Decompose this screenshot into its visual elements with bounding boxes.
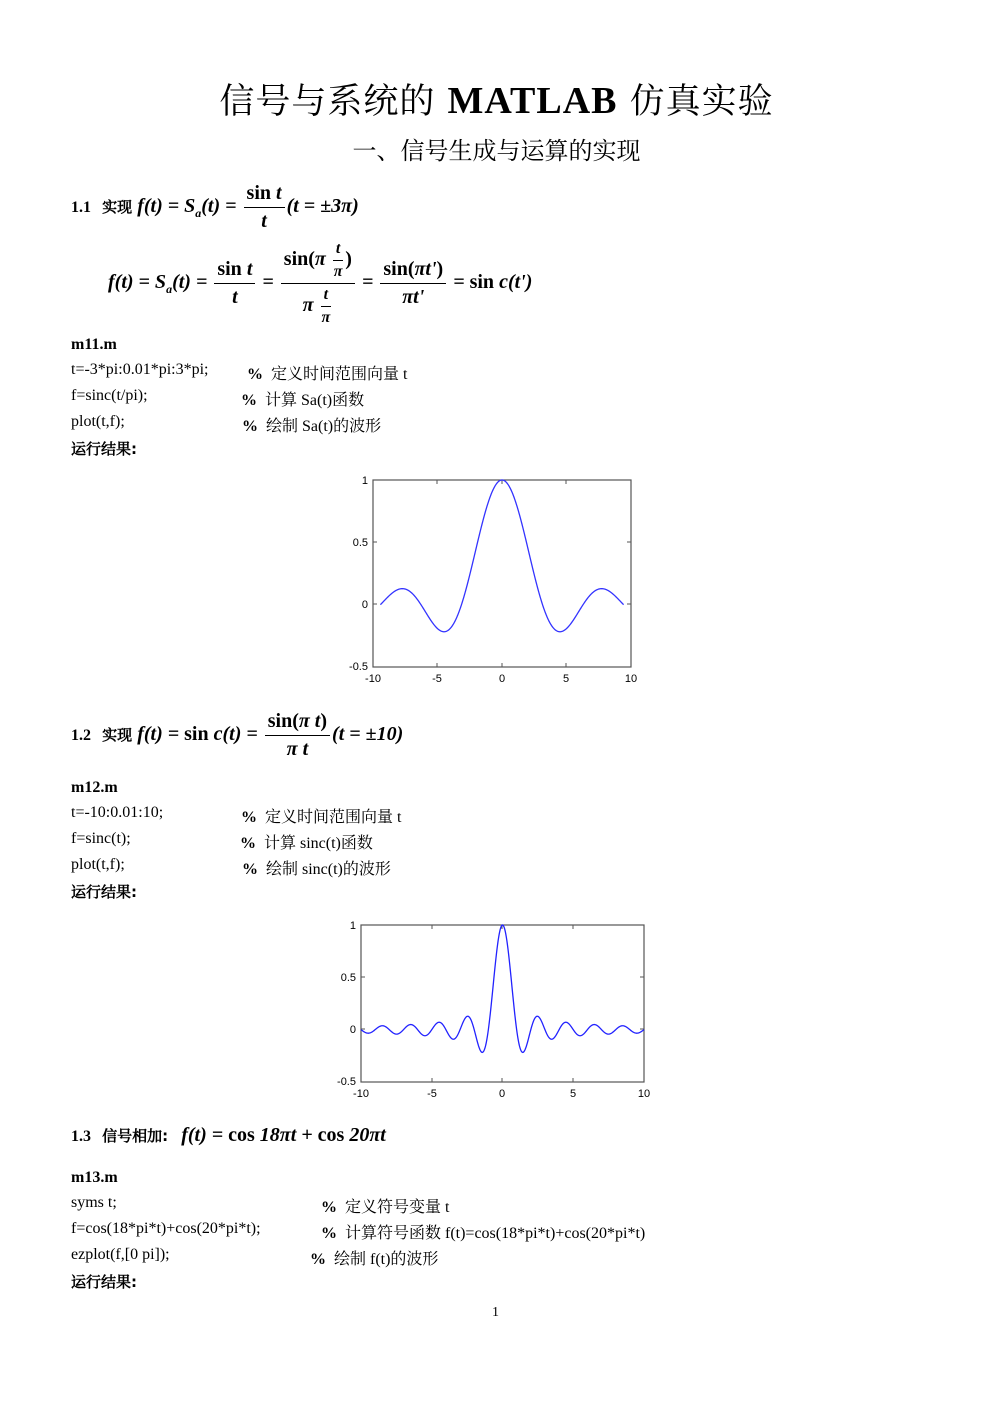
- svg-text:0.5: 0.5: [352, 537, 368, 549]
- svg-text:5: 5: [569, 1088, 577, 1100]
- formula-derivation: $f(t) = S_a(t)$ = $\frac{\text{sin t}}{t}$ = sin(π $\frac{t}{\pi}$ ) π $\frac{t}{\pi}$ = $\frac{\sin(\pi t')}{\pi t'}$ = sin c(t'): [108, 240, 533, 326]
- filename-m11: m11.m: [71, 336, 117, 353]
- svg-text:1: 1: [349, 920, 356, 932]
- chapter-heading: 一、信号生成与运算的实现: [352, 137, 641, 165]
- result-label: 运行结果:: [71, 1273, 137, 1291]
- code-line: ezplot(f,[0 pi]);: [71, 1246, 170, 1263]
- svg-text:0.5: 0.5: [340, 972, 356, 984]
- svg-text:5: 5: [562, 673, 570, 685]
- svg-text:10: 10: [637, 1088, 651, 1100]
- result-label: 运行结果:: [71, 440, 137, 458]
- code-comment: % 定义时间范围向量 t: [247, 366, 408, 383]
- section-1-2-heading: 1.2 实现 f(t) = sin c(t) = $\frac{\text{sin(π t)}}{\text{π t}}$ (t = ±10): [71, 710, 404, 760]
- code-comment: % 计算 sinc(t)函数: [240, 835, 373, 852]
- code-comment: % 绘制 sinc(t)的波形: [242, 861, 391, 878]
- code-comment: % 计算符号函数 f(t)=cos(18*pi*t)+cos(20*pi*t): [321, 1225, 646, 1242]
- svg-text:0: 0: [361, 599, 368, 611]
- code-line: f=sinc(t);: [71, 830, 131, 847]
- code-line: plot(t,f);: [71, 856, 125, 873]
- code-comment: % 绘制 f(t)的波形: [310, 1251, 439, 1268]
- code-comment: % 计算 Sa(t)函数: [241, 392, 365, 409]
- svg-text:0: 0: [498, 1088, 506, 1100]
- svg-text:-5: -5: [432, 673, 442, 685]
- svg-text:10: 10: [624, 673, 638, 685]
- code-line: t=-10:0.01:10;: [71, 804, 164, 821]
- code-line: plot(t,f);: [71, 413, 125, 430]
- formula-sa: $f(t) = S_a(t)$ = $\frac{\text{sin t}}{t}$ (t = ±3π): [137, 182, 359, 232]
- formula-cos-sum: f(t) = cos 18πt + cos 20πt: [181, 1124, 386, 1146]
- document-title: 信号与系统的 MATLAB 仿真实验: [219, 80, 774, 122]
- result-label: 运行结果:: [71, 883, 137, 901]
- code-line: syms t;: [71, 1194, 117, 1211]
- sinc-plot: [325, 910, 660, 1110]
- code-line: f=cos(18*pi*t)+cos(20*pi*t);: [71, 1220, 261, 1237]
- code-comment: % 定义符号变量 t: [321, 1199, 450, 1216]
- svg-text:-0.5: -0.5: [349, 661, 368, 673]
- section-1-1-heading: 1.1 实现 $f(t) = S_a(t)$ = $\frac{\text{sin t}}{t}$ (t = ±3π): [71, 182, 359, 232]
- code-line: t=-3*pi:0.01*pi:3*pi;: [71, 361, 209, 378]
- page-number: 1: [492, 1305, 499, 1320]
- code-comment: % 定义时间范围向量 t: [241, 809, 402, 826]
- svg-text:0: 0: [349, 1024, 356, 1036]
- code-line: f=sinc(t/pi);: [71, 387, 148, 404]
- filename-m13: m13.m: [71, 1169, 118, 1186]
- svg-text:-10: -10: [353, 1088, 369, 1100]
- formula-sinc: f(t) = sin c(t) = $\frac{\text{sin(π t)}}{\text{π t}}$ (t = ±10): [137, 710, 404, 760]
- section-1-3-heading: 1.3 信号相加: f(t) = cos 18πt + cos 20πt: [71, 1124, 386, 1146]
- code-comment: % 绘制 Sa(t)的波形: [242, 418, 382, 435]
- svg-text:1: 1: [361, 475, 368, 487]
- svg-text:-5: -5: [427, 1088, 437, 1100]
- svg-text:-10: -10: [365, 673, 381, 685]
- svg-text:-0.5: -0.5: [337, 1076, 356, 1088]
- filename-m12: m12.m: [71, 779, 118, 796]
- sa-plot: [340, 465, 650, 695]
- svg-text:0: 0: [498, 673, 506, 685]
